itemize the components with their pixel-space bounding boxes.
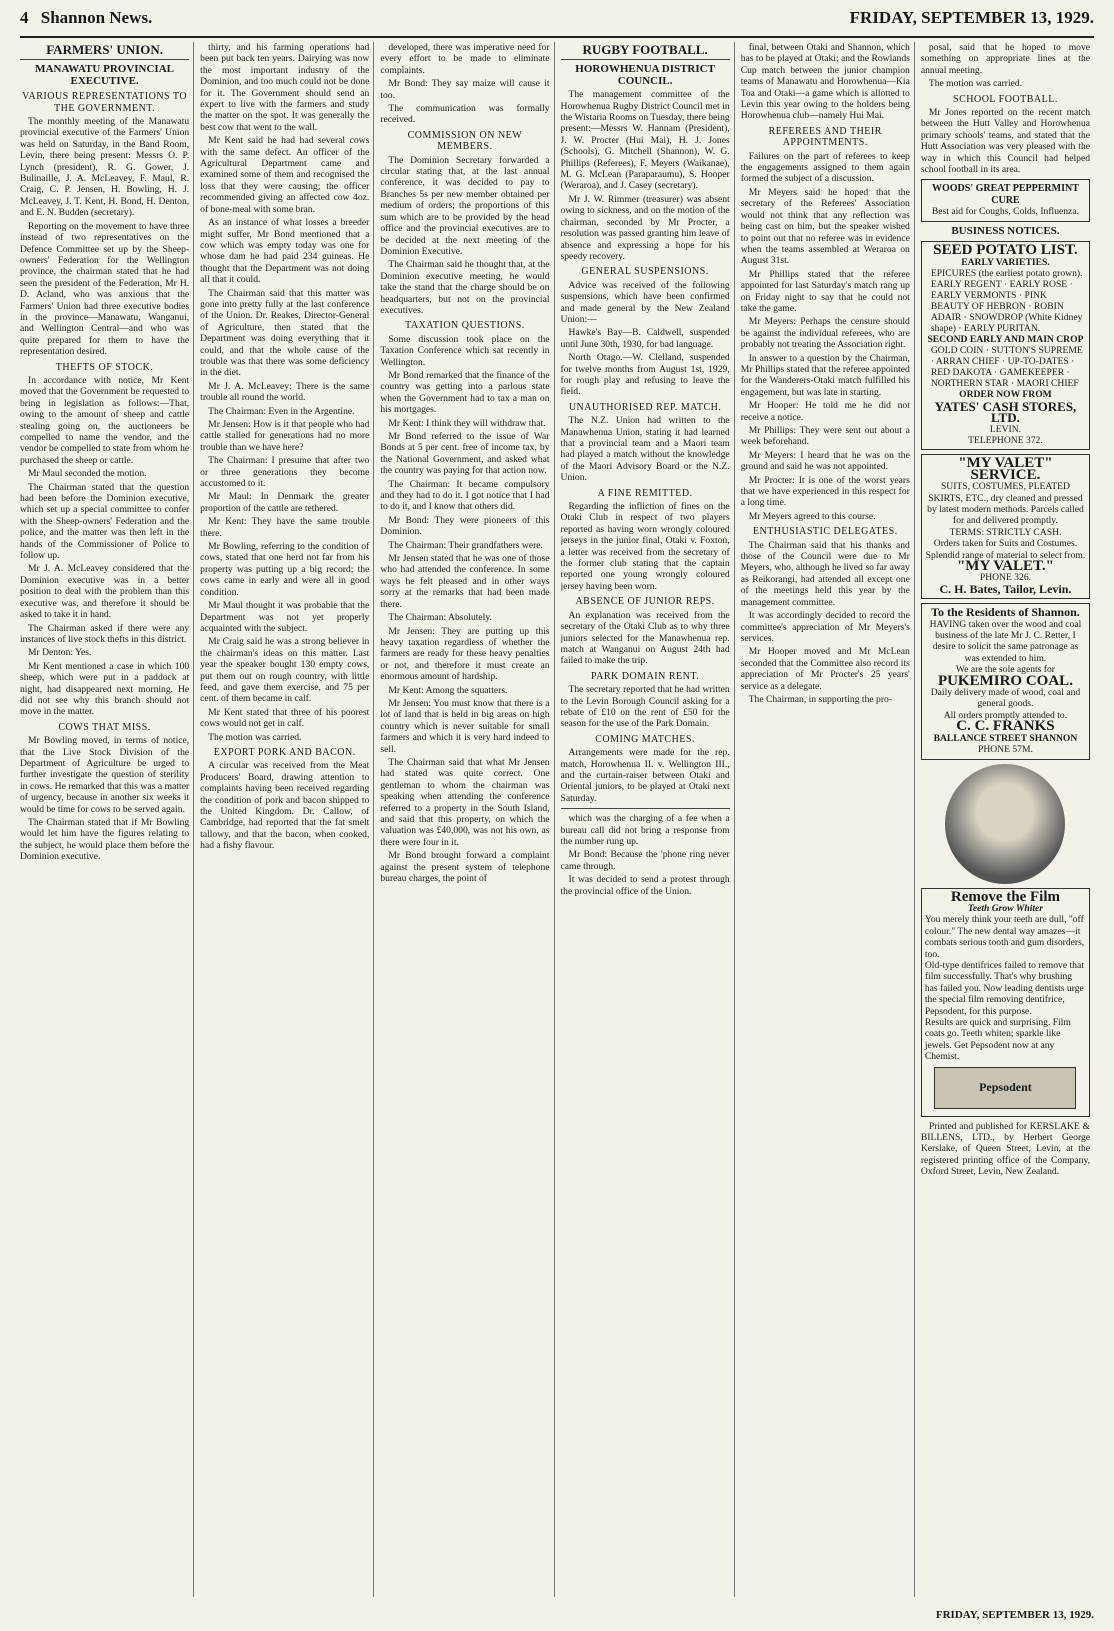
paragraph: Mr Jensen: How is it that people who had cattle stalled for generations had no more trouble than we have here? xyxy=(200,419,370,453)
paragraph: It was accordingly decided to record the committee's appreciation of Mr Meyers's services. xyxy=(740,610,910,644)
paragraph: thirty, and his farming operations had been put back ten years. Dairying was now the most important industry of the Dominion, and too much could not be done for it. The Government should send an expert to live with the farmers and study the matter on the spot. It was generally the best cow that went to the wall. xyxy=(200,42,370,133)
paragraph: Mr Kent: Among the squatters. xyxy=(388,684,508,696)
seed-ad xyxy=(921,241,1090,450)
masthead xyxy=(20,8,1094,34)
subheading: VARIOUS REPRESENTATIONS TO THE GOVERNMENT. xyxy=(22,91,188,114)
paragraph: The Chairman asked if there were any instances of live stock thefts in this district. xyxy=(20,622,190,645)
paragraph: posal, said that he hoped to move something on appropriate lines at the annual meeting. xyxy=(920,42,1091,76)
paragraph: The Chairman stated that if Mr Bowling would let him have the figures relating to the subject, he would place them before the Dominion executive. xyxy=(20,817,190,863)
column-2 xyxy=(200,42,374,1597)
cure-ad xyxy=(921,179,1090,221)
franks-name: C. C. FRANKS xyxy=(956,718,1055,735)
paragraph: Mr Meyers: I heard that he was on the ground and said he was not appointed. xyxy=(740,449,910,473)
paragraph: Failures on the part of referees to keep the engagements assigned to them again formed the subject of a discussion. xyxy=(740,150,910,185)
coal-text: Daily delivery made of wood, coal and general goods. xyxy=(930,687,1081,710)
paragraph: The Chairman stated that the question had been before the Dominion executive, which set up a special committee to confer with the Sheep-owners' Federation and the police, and the matter was then left in the hands of the Commissioner of Police to follow up. xyxy=(20,481,190,562)
paragraph: Mr Bond: Because the 'phone ring never came through. xyxy=(560,849,730,872)
paragraph: Mr Maul thought it was probable that the Department was not yet properly acquainted with the subject. xyxy=(200,600,370,634)
subheading: GENERAL SUSPENSIONS. xyxy=(581,266,709,278)
paragraph: Mr Jensen: They are putting up this heavy taxation regardless of whether the farmers are ready for these heavy penalties or not, and therefore it must create an enormous amount of hardship. xyxy=(380,625,550,683)
coal-name: PUKEMIRO COAL. xyxy=(937,672,1073,689)
paragraph: Mr J. A. McLeavey considered that the Dominion executive was in a better position to deal with the problem than this executive was, and therefore it should be asked to take it in hand. xyxy=(20,563,190,621)
paragraph: The motion was carried. xyxy=(208,731,302,743)
paragraph: Arrangements were made for the rep. match, Horowhenua II. v. Wellington III., and the curtain-raiser between Otaki and Oriental juniors, to be played at Otaki next Saturday. xyxy=(560,747,730,804)
subheading: COWS THAT MISS. xyxy=(58,721,151,733)
seed-sub: EARLY VARIETIES. xyxy=(961,256,1050,268)
paragraph: The Chairman: Absolutely. xyxy=(388,612,492,624)
paragraph: A circular was received from the Meat Producers' Board, drawing attention to complaints having been received regarding the condition of pork and bacon shipped to the United Kingdom. Dr. Callow, of Cambridge, had reported that the fat smelt tallowy, and that the bacon, when cooked, had a fishy flavour. xyxy=(200,760,370,852)
paragraph: An explanation was received from the secretary of the Otaki Club as to why three juniors selected for the Manawhenua rep. match at Wanganui on August 24th had failed to make the trip. xyxy=(560,609,730,667)
paragraph: The Chairman said that what Mr Jensen had stated was quite correct. One gentleman to whom the chairman was speaking when attending the conference referred to a property in the South Island, and said that this property, on which the valuation was £40,000, was not his own, as there were four in it. xyxy=(380,756,550,848)
paragraph: Mr Bond: They were pioneers of this Dominion. xyxy=(380,514,550,538)
paragraph: The Chairman: Even in the Argentine. xyxy=(208,405,355,417)
res-title: To the Residents of Shannon. xyxy=(931,605,1080,620)
paragraph: The Chairman said that his thanks and those of the Council were due to Mr Meyers, who, although he lived so far away as Reikorangi, had attended all except one of the meetings held this year by the management committee. xyxy=(740,539,910,608)
residents-ad xyxy=(921,603,1090,759)
paragraph: Mr Bond remarked that the finance of the country was getting into a parlous state when the Government had to tax a man on his mortgages. xyxy=(380,369,550,416)
column-4 xyxy=(561,42,735,1597)
paragraph: The Chairman: I presume that after two or three generations they become accustomed to it. xyxy=(200,455,370,490)
portrait-image xyxy=(945,764,1065,884)
valet-bates: C. H. Bates, Tailor, Levin. xyxy=(939,581,1072,596)
film-text3: Results are quick and surprising. Film coats go. Teeth whiten; sparkle like jewels. Get Pepsodent now at any Chemist. xyxy=(924,1016,1071,1063)
paragraph: Mr Hooper: He told me he did not receive a notice. xyxy=(740,400,910,423)
divider xyxy=(561,808,730,809)
paragraph: Mr Jones reported on the recent match between the Hutt Valley and Horowhenua primary schools' teams, and stated that the Hutt Association was very pleased with the way in which this Council had helped school football in its area. xyxy=(920,107,1091,176)
res-agents: We are the sole agents for xyxy=(955,664,1055,676)
subheading: UNAUTHORISED REP. MATCH. xyxy=(568,401,722,413)
toothpaste-tube-icon xyxy=(934,1067,1076,1109)
seed-sub2: SECOND EARLY AND MAIN CROP xyxy=(927,333,1084,345)
paragraph: It was decided to send a protest through the provincial office of the Union. xyxy=(560,874,730,897)
paragraph: Mr J. A. McLeavey: There is the same trouble all round the world. xyxy=(200,380,370,404)
issue-date: FRIDAY, SEPTEMBER 13, 1929. xyxy=(849,8,1094,27)
paragraph: Mr Kent stated that three of his poorest cows would not get in calf. xyxy=(200,706,370,730)
valet-orders: Orders taken for Suits and Costumes. Splendid range of material to select from. xyxy=(925,538,1086,561)
column-1 xyxy=(20,42,194,1597)
paragraph: Mr Kent mentioned a case in which 100 sheep, which were put in a paddock at night, had disappeared next morning. He did not see why this branch should not move in the matter. xyxy=(20,660,190,718)
yates-name: YATES' CASH STORES, LTD. xyxy=(934,398,1077,426)
subheading: COMMISSION ON NEW MEMBERS. xyxy=(407,129,523,153)
column-6 xyxy=(921,42,1094,1597)
paragraph: Mr Maul: In Denmark the greater proportion of the cattle are tethered. xyxy=(200,491,370,514)
franks-phone: PHONE 57M. xyxy=(977,744,1033,756)
paragraph: Regarding the infliction of fines on the Otaki Club in respect of two players reported as having worn wrongly coloured jerseys in the junior final, Otaki v. Foxton, a letter was received from the secretary of the former club stating that the captain reported one young wrongly coloured jersey having been worn. xyxy=(560,501,730,592)
paragraph: The Chairman: Their grandfathers were. xyxy=(388,539,543,551)
paragraph: Mr Kent: They have the same trouble there. xyxy=(200,516,370,539)
paragraph: Mr Bond: They say maize will cause it too. xyxy=(380,78,550,101)
film-text: You merely think your teeth are dull, "off colour." The new dental way amazes—it combats serious tooth and gum disorders, too. xyxy=(924,914,1085,960)
subheading: HOROWHENUA DISTRICT COUNCIL. xyxy=(575,63,715,87)
subheading: PARK DOMAIN RENT. xyxy=(590,670,700,682)
paragraph: Mr Phillips: They were sent out about a week beforehand. xyxy=(740,425,910,448)
paragraph: The management committee of the Horowhenua Rugby District Council met in the Wistaria Rooms on Tuesday, there being present:—Messrs W. Hannam (President), J. W. Procter (Hui Mai), H. J. Jones (Schools), G. Mitchell (Shannon), W. G. Phillips (Referees), F. Meyers (Waikanae), M. G. McLean (Paraparaumu), S. Hooper (Weraroa), and J. Casey (secretary). xyxy=(560,89,730,192)
seed-title: SEED POTATO LIST. xyxy=(933,242,1078,259)
franks-addr: BALLANCE STREET SHANNON xyxy=(933,732,1078,744)
valet-name: "MY VALET." xyxy=(956,558,1054,574)
paragraph: Mr Hooper moved and Mr McLean seconded that the Committee also record its appreciation of Mr Procter's 25 years' service as a delegate. xyxy=(740,646,910,692)
paragraph: Mr Jensen: You must know that there is a lot of land that is held in big areas on high country which is never suitable for small farmers and which it is very hard indeed to sell. xyxy=(380,697,550,755)
paragraph: North Otago.—W. Clelland, suspended for twelve months from August 1st, 1929, for rough play and refusing to leave the field. xyxy=(560,352,730,398)
paragraph: final, between Otaki and Shannon, which has to be played at Otaki; and the Rowlands Cup match between the junior champion teams of Manawatu and Horowhenua—Kia Toa and Otaki—a game which is allotted to Levin this year owing to the holders being Horowhenua club—namely Hui Mai. xyxy=(740,42,910,122)
subheading: ABSENCE OF JUNIOR REPS. xyxy=(575,596,715,608)
res-text: HAVING taken over the wood and coal business of the late Mr J. C. Retter, I desire to solicit the same patronage as was extended to him. xyxy=(929,618,1082,664)
paragraph: The communication was formally received. xyxy=(380,103,550,126)
paragraph: Hawke's Bay—B. Caldwell, suspended until June 30th, 1930, for bad language. xyxy=(560,327,730,350)
paragraph: Mr Bowling moved, in terms of notice, that the Live Stock Division of the Department of Agriculture be urged to further investigate the question of sterility in cows. He remarked that this was a matter of urgency, because in another six weeks it would be time for cows to be served again. xyxy=(20,735,190,815)
paragraph: Mr Meyers agreed to this course. xyxy=(748,510,876,522)
paragraph: Mr Kent: I think they will withdraw that. xyxy=(388,417,546,429)
tube-label: Pepsodent xyxy=(979,1079,1032,1094)
paragraph: Mr J. W. Rimmer (treasurer) was absent owing to sickness, and on the motion of the chairman, seconded by Mr Procter, a resolution was passed granting him leave of absence and expressing a hope for his speedy recovery. xyxy=(560,193,730,262)
film-title: Remove the Film xyxy=(950,888,1061,905)
paragraph: In accordance with notice, Mr Kent moved that the Government be requested to bring in legislation as follows:—That, owing to the amount of sheep and cattle stealing going on, the auctioneers be compelled to name the vendor, and the vendor be compelled to state from whom he purchased the sheep or cattle. xyxy=(20,374,190,466)
page-number: 4 xyxy=(20,8,29,27)
film-ad xyxy=(921,888,1090,1117)
paragraph: The Chairman said that this matter was gone into pretty fully at the last conference of the Union. Dr. Reakes, Director-General of Agriculture, then stated that the Department was doing everything that it could, and that the whole cause of the trouble was that there was some deficiency in the diet. xyxy=(200,287,370,379)
subheading: REFEREES AND THEIR APPOINTMENTS. xyxy=(768,125,882,149)
paper-title: Shannon News. xyxy=(40,8,153,27)
paragraph: Mr Meyers: Perhaps the censure should be against the individual referees, who are probably not treating the Association right. xyxy=(740,316,910,351)
imprint: Printed and published for KERSLAKE & BILLENS, LTD., by Herbert George Kerslake, of Queen Street, Levin, at the registered printing office of the Company, Oxford Street, Levin, New Zealand. xyxy=(920,1120,1091,1178)
notices-heading: BUSINESS NOTICES. xyxy=(951,224,1060,237)
paragraph: Mr Craig said he was a strong believer in the chairman's ideas on this matter. Last year the speaker bought 130 empty cows, put them out on rough country, with little feed, and gave them exercise, and 75 per cent. of them became in calf. xyxy=(200,636,370,705)
paragraph: In answer to a question by the Chairman, Mr Phillips stated that the referee appointed for the Wanderers-Otaki match fulfilled his engagement, but was late in starting. xyxy=(740,352,910,398)
paragraph: Mr Bond brought forward a complaint against the present system of telephone bureau charges, the point of xyxy=(380,850,550,885)
subheading: MANAWATU PROVINCIAL EXECUTIVE. xyxy=(35,63,174,87)
column-5 xyxy=(741,42,915,1597)
subheading: EXPORT PORK AND BACON. xyxy=(213,746,356,758)
subheading: COMING MATCHES. xyxy=(595,733,695,745)
columns xyxy=(20,42,1094,1597)
valet-terms: TERMS: STRICTLY CASH. xyxy=(949,526,1062,538)
seed-order: ORDER NOW FROM xyxy=(959,389,1052,401)
paragraph: Reporting on the movement to have three instead of two representatives on the Defence Committee set up by the Sheep-owners' Federation for the Wellington province, the chairman stated that he had seen the president of the Federation, Mr H. D. Acland, who was anxious that the Farmers' Union had three executive bodies in the province—Manawatu, Wanganui, and Wellington Central—and who was quite prepared for them to have the representation desired. xyxy=(20,220,190,358)
film-sub: Teeth Grow Whiter xyxy=(967,902,1044,914)
divider xyxy=(20,59,189,60)
masthead-rule xyxy=(20,36,1094,38)
heading: RUGBY FOOTBALL. xyxy=(582,42,708,57)
paragraph: The N.Z. Union had written to the Manawhenua Union, stating it had learned that a provincial team and a Maori team had played a match without the knowledge of the Maori Advisory Board or the N.Z. Union. xyxy=(560,415,730,484)
subheading: TAXATION QUESTIONS. xyxy=(405,320,525,332)
masthead-left xyxy=(20,8,160,28)
column-3 xyxy=(380,42,554,1597)
paragraph: As an instance of what losses a breeder might suffer, Mr Bond mentioned that a cow which was empty today was one for whose dam he had paid 234 guineas. He thought that the Department was not doing all that it could. xyxy=(200,217,370,286)
subheading: ENTHUSIASTIC DELEGATES. xyxy=(752,526,898,538)
paragraph: The motion was carried. xyxy=(928,78,1023,90)
footer-date: FRIDAY, SEPTEMBER 13, 1929. xyxy=(935,1609,1094,1621)
paragraph: The Chairman, in supporting the pro- xyxy=(748,693,893,705)
divider xyxy=(561,59,730,60)
valet-title: "MY VALET" SERVICE. xyxy=(958,455,1053,483)
paragraph: The Chairman said he thought that, at the Dominion executive meeting, he would take the stand that the charge should be on headquarters, but not on the provincial executives. xyxy=(380,259,550,316)
subheading: SCHOOL FOOTBALL. xyxy=(953,93,1058,105)
paragraph: The Chairman: It became compulsory and they had to do it. I got notice that I had to do it, and I know that others did. xyxy=(380,478,550,513)
paragraph: which was the charging of a fee when a bureau call did not bring a response from the number rung up. xyxy=(560,813,730,847)
yates-tel: TELEPHONE 372. xyxy=(968,434,1043,446)
paragraph: Mr Procter: It is one of the worst years that we have experienced in this respect for a long time. xyxy=(740,474,910,509)
paragraph: The monthly meeting of the Manawatu provincial executive of the Farmers' Union was held on Saturday, in the Band Room, Levin, there being present: Messrs O. P. Lynch (president), R. G. Gower, J. Bulinaille, J. A. McLeavey, F. Maul, R. Craig, C. P. Jensen, H. Bowling, H. J. McLeavey, J. T. Kent, H. Bond, H. Denton, and E. N. Budden (secretary). xyxy=(20,116,190,219)
cure-sub: Best aid for Coughs, Colds, Influenza. xyxy=(931,206,1079,218)
paragraph: The secretary reported that he had written to the Levin Borough Council asking for a rebate of £10 on the rent of £50 for the season for the use of the Park Domain. xyxy=(560,684,730,730)
coal-orders: All orders promptly attended to. xyxy=(943,709,1068,721)
cure-title: WOODS' GREAT PEPPERMINT CURE xyxy=(932,183,1079,206)
paragraph: The Dominion Secretary forwarded a circular stating that, at the last annual conference, it was decided to pay to Branches 5s per new member obtained per medium of orders; the proportions of this sum which are to be provided by the head office and the provincial executives are to be decided at the next meeting of the Dominion Executive. xyxy=(380,154,550,257)
seed-items: EPICURES (the earliest potato grown). EARLY REGENT · EARLY ROSE · EARLY VERMONTS · PINK BEAUTY OF HEBRON · ROBIN ADAIR · SNOWDROP (White Kidney shape) · EARLY PURITAN. xyxy=(930,267,1083,334)
paragraph: Mr Maul seconded the motion. xyxy=(28,468,147,480)
valet-text: SUITS, COSTUMES, PLEATED SKIRTS, ETC., dry cleaned and pressed by latest modern methods. Parcels called for and delivered promptly. xyxy=(927,481,1084,527)
paragraph: Mr Meyers said he hoped that the secretary of the Referees' Association would not think that any reflection was being cast on him, but the speaker wished to point out that no referee was in evidence when the teams assembled at Weraroa on August 31st. xyxy=(740,186,910,267)
paragraph: Advice was received of the following suspensions, which have been confirmed and made general by the New Zealand Union:— xyxy=(560,279,730,325)
valet-phone: PHONE 326. xyxy=(979,572,1032,584)
yates-town: LEVIN. xyxy=(989,423,1022,435)
paragraph: Mr Phillips stated that the referee appointed for last Saturday's match rang up on Friday night to say that he could not take the game. xyxy=(740,268,910,314)
subheading: THEFTS OF STOCK. xyxy=(55,361,154,373)
film-text2: Old-type dentifrices failed to remove that film successfully. That's why brushing has failed you. Now leading dentists urge the special film removing dentifrice, Pepsodent, for this purpose. xyxy=(924,959,1084,1017)
paragraph: Mr Bowling, referring to the condition of cows, stated that one herd not far from his property was putting up a big record; the cows came in early and were all in good condition. xyxy=(200,541,370,598)
paragraph: developed, there was imperative need for every effort to be made to eliminate complaints. xyxy=(380,42,550,76)
seed-items2: GOLD COIN · SUTTON'S SUPREME · ARRAN CHIEF · UP-TO-DATES · RED DAKOTA · GAMEKEEPER · NORTHERN STAR · MAORI CHIEF xyxy=(930,345,1083,390)
paragraph: Mr Kent said he had had several cows with the same defect. An officer of the Agricultural Department came and examined some of them and recognised the loss that they were causing; the officer recommended giving an affected cow 4oz. of bone-meal with some bran. xyxy=(200,135,370,215)
subheading: A FINE REMITTED. xyxy=(597,487,693,499)
heading: FARMERS' UNION. xyxy=(46,42,163,57)
paragraph: Mr Bond referred to the issue of War Bonds at 5 per cent. free of income tax, by the National Government, and asked what the country was paying for that action now. xyxy=(380,431,550,477)
paragraph: Mr Denton: Yes. xyxy=(28,647,92,659)
valet-ad xyxy=(921,454,1090,599)
paragraph: Mr Jensen stated that he was one of those who had attended the conference. In some ways he felt pleased and in other ways sorry at the remarks that had been made there. xyxy=(380,553,550,610)
paragraph: Some discussion took place on the Taxation Conference which sat recently in Wellington. xyxy=(380,333,550,368)
